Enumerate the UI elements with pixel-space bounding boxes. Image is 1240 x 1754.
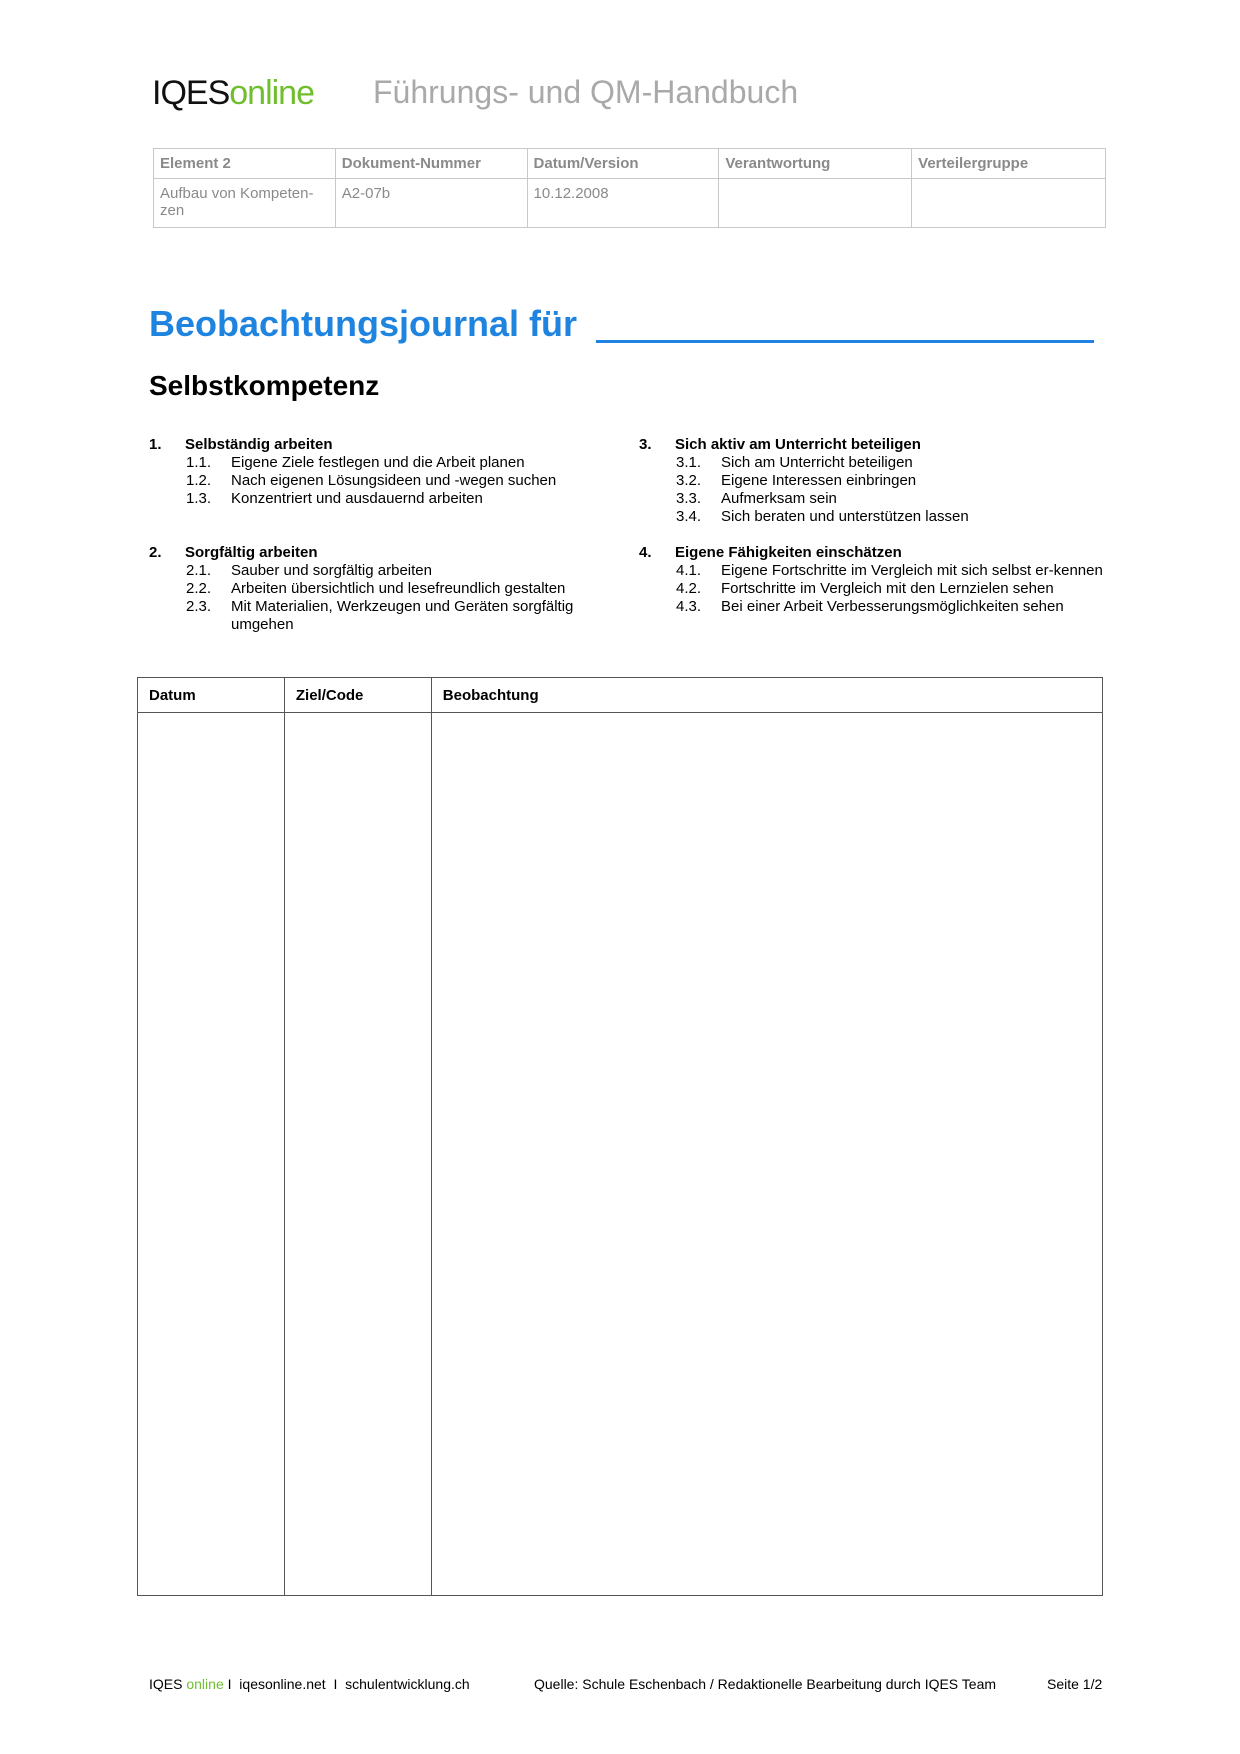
group-heading (149, 436, 619, 454)
footer-brand-main: IQES (149, 1676, 183, 1692)
journal-header-row (138, 678, 1103, 713)
list-item (639, 454, 1109, 472)
item-text: Eigene Fortschritte im Vergleich mit sich selbst er-kennen (721, 562, 1103, 579)
meta-value-distribution (912, 179, 1106, 228)
meta-header-distribution: Verteilergruppe (912, 149, 1106, 179)
group-heading (149, 544, 619, 562)
group-heading (639, 436, 1109, 454)
list-item (639, 598, 1109, 616)
competence-group (639, 544, 1109, 616)
meta-value-row (154, 179, 1106, 228)
meta-value-element: Aufbau von Kompeten-zen (154, 179, 336, 228)
logo-main: IQES (152, 74, 230, 112)
list-item (639, 490, 1109, 508)
list-item (149, 490, 619, 508)
item-text: Fortschritte im Vergleich mit den Lernzielen sehen (721, 580, 1054, 597)
list-item (149, 472, 619, 490)
item-text: Sich beraten und unterstützen lassen (721, 508, 969, 525)
item-text: Sich am Unterricht beteiligen (721, 454, 913, 471)
footer-source: Quelle: Schule Eschenbach / Redaktionelle Bearbeitung durch IQES Team (534, 1676, 997, 1692)
item-number: 3.4. (676, 508, 702, 525)
journal-observation-cell[interactable] (431, 713, 1102, 1596)
list-item (149, 454, 619, 472)
item-text: Sauber und sorgfältig arbeiten (231, 562, 432, 579)
item-number: 2.2. (186, 580, 212, 597)
meta-value-responsibility (719, 179, 912, 228)
name-fill-in-line (596, 340, 1094, 343)
group-number: 1. (149, 436, 162, 453)
meta-value-document-number: A2-07b (335, 179, 527, 228)
item-text: Mit Materialien, Werkzeugen und Geräten sorgfältig umgehen (231, 598, 574, 633)
meta-header-element: Element 2 (154, 149, 336, 179)
list-item (149, 598, 619, 634)
item-number: 4.2. (676, 580, 702, 597)
group-heading (639, 544, 1109, 562)
item-text: Nach eigenen Lösungsideen und -wegen suchen (231, 472, 557, 489)
journal-header-observation: Beobachtung (431, 678, 1102, 713)
item-text: Eigene Interessen einbringen (721, 472, 917, 489)
journal-header-goal-code: Ziel/Code (284, 678, 431, 713)
group-title: Sorgfältig arbeiten (185, 544, 318, 561)
competence-group (639, 436, 1109, 526)
item-number: 3.1. (676, 454, 702, 471)
section-title: Selbstkompetenz (149, 370, 380, 401)
item-number: 3.3. (676, 490, 702, 507)
item-number: 1.3. (186, 490, 212, 507)
item-text: Aufmerksam sein (721, 490, 837, 507)
item-text: Konzentriert und ausdauernd arbeiten (231, 490, 483, 507)
item-text: Bei einer Arbeit Verbesserungsmöglichkeiten sehen (721, 598, 1064, 615)
journal-date-cell[interactable] (138, 713, 285, 1596)
page-title: Beobachtungsjournal für (149, 303, 578, 344)
group-title: Eigene Fähigkeiten einschätzen (675, 544, 902, 561)
item-number: 1.1. (186, 454, 212, 471)
item-number: 2.1. (186, 562, 212, 579)
list-item (639, 562, 1109, 580)
meta-header-row (154, 149, 1106, 179)
list-item (639, 580, 1109, 598)
group-number: 3. (639, 436, 652, 453)
meta-value-date-version: 10.12.2008 (527, 179, 719, 228)
item-text: Arbeiten übersichtlich und lesefreundlich gestalten (231, 580, 566, 597)
iqes-logo (152, 74, 314, 113)
meta-header-document-number: Dokument-Nummer (335, 149, 527, 179)
footer-links: I iqesonline.net I schulentwicklung.ch (227, 1676, 470, 1692)
handbook-title: Führungs- und QM-Handbuch (373, 74, 799, 110)
competence-column-left (149, 436, 619, 652)
list-item (639, 508, 1109, 526)
list-item (639, 472, 1109, 490)
group-number: 2. (149, 544, 162, 561)
group-title: Sich aktiv am Unterricht beteiligen (675, 436, 921, 453)
competence-group (149, 436, 619, 508)
footer-page-number: Seite 1/2 (1047, 1676, 1103, 1692)
list-item (149, 580, 619, 598)
footer-brand-accent: online (186, 1676, 224, 1692)
group-number: 4. (639, 544, 652, 561)
meta-header-responsibility: Verantwortung (719, 149, 912, 179)
item-number: 2.3. (186, 598, 212, 615)
journal-entry-row (138, 713, 1103, 1596)
list-item (149, 562, 619, 580)
journal-goal-code-cell[interactable] (284, 713, 431, 1596)
item-number: 1.2. (186, 472, 212, 489)
item-number: 4.3. (676, 598, 702, 615)
logo-accent: online (229, 74, 314, 112)
document-meta-table (153, 148, 1106, 228)
item-number: 3.2. (676, 472, 702, 489)
meta-header-date-version: Datum/Version (527, 149, 719, 179)
item-number: 4.1. (676, 562, 702, 579)
journal-header-date: Datum (138, 678, 285, 713)
competence-group (149, 544, 619, 634)
competence-column-right (639, 436, 1109, 634)
group-title: Selbständig arbeiten (185, 436, 333, 453)
footer-brand (149, 1676, 470, 1692)
item-text: Eigene Ziele festlegen und die Arbeit planen (231, 454, 525, 471)
observation-journal-table (137, 677, 1103, 1596)
